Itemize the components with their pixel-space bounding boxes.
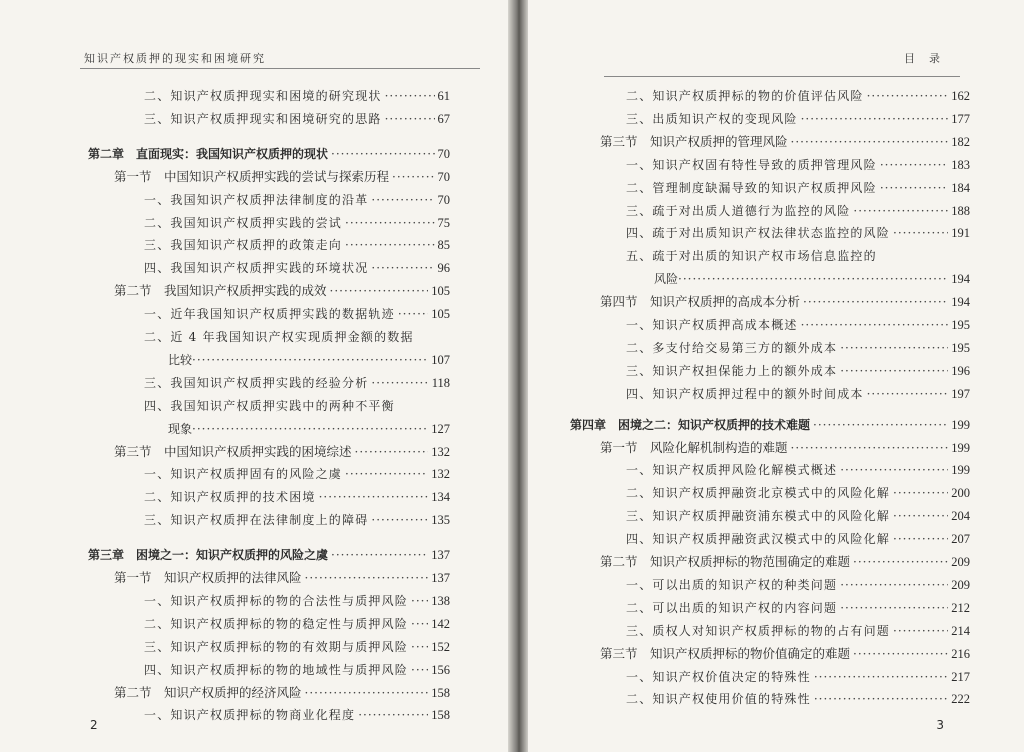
toc-entry-page: 214: [951, 623, 970, 638]
toc-entry-page: 217: [951, 669, 970, 684]
toc-entry-page: 183: [951, 157, 970, 172]
toc-entry-page: 209: [951, 555, 970, 569]
dot-leader: [371, 192, 434, 208]
toc-entry-page: 188: [951, 203, 970, 218]
toc-entry-page: 191: [951, 226, 970, 241]
toc-chapter-entry: [88, 547, 450, 563]
toc-item-entry: [626, 88, 970, 104]
toc-entry-title: 第四节 知识产权质押的高成本分析: [600, 294, 801, 310]
toc-entry-page: 197: [951, 386, 970, 401]
toc-entry-title: 第三节 知识产权质押标的物价值确定的难题: [600, 645, 851, 661]
toc-entry-page: 195: [951, 318, 970, 332]
dot-leader: [330, 283, 429, 299]
toc-entry-page: 70: [437, 169, 450, 184]
toc-entry-title: 三、知识产权担保能力上的额外成本: [626, 363, 838, 378]
toc-entry-title: 二、知识产权质押现实和困境的研究现状: [144, 89, 382, 103]
toc-entry-title: 二、知识产权质押融资北京模式中的风险化解: [626, 486, 891, 501]
toc-entry-title: 一、可以出质的知识产权的种类问题: [626, 577, 838, 592]
toc-item-entry: [144, 707, 450, 723]
header-rule: [604, 76, 960, 77]
running-head: 目录: [904, 52, 954, 65]
toc-section-entry: [600, 554, 970, 570]
toc-item-entry: [168, 421, 450, 437]
toc-section-entry: [114, 444, 450, 460]
toc-entry-title: 四、我国知识产权质押实践中的两种不平衡: [144, 398, 395, 413]
dot-leader: [305, 685, 429, 701]
toc-entry-title: 第三节 知识产权质押的管理风险: [600, 133, 788, 149]
toc-entry-page: 105: [431, 307, 450, 322]
toc-section-entry: [114, 570, 450, 586]
toc-entry-title: 三、知识产权质押融资浦东模式中的风险化解: [626, 509, 891, 524]
toc-entry-title: 三、我国知识产权质押的政策走向: [144, 238, 343, 253]
toc-entry-title: 一、知识产权质押风险化解模式概述: [626, 463, 838, 478]
toc-item-entry: [144, 593, 450, 609]
toc-item-entry: [144, 111, 450, 127]
dot-leader: [803, 294, 948, 310]
dot-leader: [893, 531, 948, 547]
dot-leader: [853, 554, 948, 570]
toc-entry-title: 三、知识产权质押标的物的有效期与质押风险: [144, 639, 409, 654]
toc-item-entry: [626, 111, 970, 127]
toc-entry-page: 137: [431, 571, 450, 585]
book-gutter: [508, 0, 528, 752]
toc-entry-title: 第三章 困境之一：知识产权质押的风险之虞: [88, 548, 329, 563]
toc-entry-page: 212: [951, 600, 970, 615]
dot-leader: [398, 306, 428, 322]
dot-leader: [791, 134, 949, 150]
toc-item-entry: [626, 180, 970, 196]
toc-entry-title: 三、出质知识产权的变现风险: [626, 111, 798, 126]
toc-entry-page: 196: [951, 363, 970, 378]
toc-item-entry: [626, 485, 970, 501]
dot-leader: [893, 623, 948, 639]
toc-entry-title: 现象: [168, 421, 193, 436]
toc-entry-title: 四、疏于对出质知识产权法律状态监控的风险: [626, 226, 891, 241]
toc-item-entry: [144, 466, 450, 482]
dot-leader: [371, 512, 428, 528]
toc-entry-title: 比较: [168, 352, 193, 367]
toc-item-entry: [144, 662, 450, 678]
toc-item-entry: [626, 225, 970, 241]
toc-entry-title: 二、管理制度缺漏导致的知识产权质押风险: [626, 180, 877, 195]
toc-entry-title: 二、可以出质的知识产权的内容问题: [626, 600, 838, 615]
toc-section-entry: [114, 169, 450, 185]
toc-entry-page: 152: [431, 639, 450, 654]
toc-item-entry: [168, 352, 450, 368]
dot-leader: [331, 547, 428, 563]
toc-section-entry: [600, 646, 970, 662]
toc-entry-title: 四、知识产权质押标的物的地域性与质押风险: [144, 662, 409, 677]
toc-entry-title: 一、知识产权固有特性导致的质押管理风险: [626, 157, 877, 172]
toc-entry-title: 第一节 中国知识产权质押实践的尝试与探索历程: [114, 168, 390, 184]
toc-item-entry: [626, 531, 970, 547]
toc-section-entry: [600, 294, 970, 310]
toc-entry-title: 一、知识产权价值决定的特殊性: [626, 669, 811, 684]
dot-leader: [791, 440, 949, 456]
dot-leader: [392, 169, 434, 185]
toc-entry-title: 二、知识产权质押的技术困境: [144, 490, 316, 505]
toc-entry-title: 三、疏于对出质人道德行为监控的风险: [626, 203, 851, 218]
dot-leader: [814, 691, 948, 707]
toc-entry-page: 134: [431, 490, 450, 505]
toc-entry-title: 二、近 4 年我国知识产权实现质押金额的数据: [144, 330, 414, 344]
dot-leader: [305, 570, 429, 586]
toc-entry-title: 第二节 我国知识产权质押实践的成效: [114, 283, 327, 299]
toc-item-entry: [626, 577, 970, 593]
toc-entry-page: 162: [951, 89, 970, 103]
toc-item-entry: [144, 260, 450, 276]
toc-item-entry: [626, 203, 970, 219]
toc-entry-title: 风险: [654, 272, 679, 287]
toc-item-entry: [626, 317, 970, 333]
toc-entry-title: 三、质权人对知识产权质押标的物的占有问题: [626, 623, 891, 638]
dot-leader: [192, 352, 428, 368]
toc-item-entry: [144, 306, 450, 322]
dot-leader: [801, 111, 949, 127]
dot-leader: [358, 707, 428, 723]
toc-entry-title: 一、近年我国知识产权质押实践的数据轨迹: [144, 307, 395, 322]
dot-leader: [385, 111, 435, 127]
toc-entry-page: 222: [951, 692, 970, 707]
toc-entry-title: 四、知识产权质押过程中的额外时间成本: [626, 386, 864, 401]
toc-entry-title: 一、知识产权质押标的物商业化程度: [144, 708, 356, 723]
toc-section-entry: [600, 134, 970, 150]
dot-leader: [192, 421, 428, 437]
dot-leader: [893, 508, 948, 524]
toc-entry-title: 三、我国知识产权质押实践的经验分析: [144, 375, 369, 390]
toc-entry-title: 二、多支付给交易第三方的额外成本: [626, 340, 838, 355]
toc-entry-page: 107: [431, 352, 450, 367]
dot-leader: [371, 260, 434, 276]
toc-chapter-entry: [570, 417, 970, 433]
toc-entry-title: 四、知识产权质押融资武汉模式中的风险化解: [626, 532, 891, 547]
toc-entry-page: 67: [437, 111, 450, 126]
dot-leader: [801, 317, 949, 333]
toc-item-entry: [626, 386, 970, 402]
toc-entry-page: 199: [951, 417, 970, 432]
toc-entry-title: 二、我国知识产权质押实践的尝试: [144, 215, 343, 230]
toc-item-entry: [626, 363, 970, 379]
toc-entry-page: 138: [431, 593, 450, 608]
toc-entry-title: 二、知识产权质押标的物的价值评估风险: [626, 89, 864, 103]
dot-leader: [840, 600, 948, 616]
right-page: [520, 0, 1024, 752]
toc-chapter-entry: [88, 146, 450, 162]
toc-entry-page: 61: [437, 89, 450, 103]
dot-leader: [814, 669, 948, 685]
toc-entry-page: 70: [437, 192, 450, 207]
toc-entry-page: 137: [431, 548, 450, 563]
toc-entry-page: 127: [431, 421, 450, 436]
dot-leader: [411, 593, 428, 609]
toc-entry-page: 207: [951, 532, 970, 547]
toc-entry-page: 158: [431, 685, 450, 700]
toc-entry-page: 195: [951, 340, 970, 355]
dot-leader: [867, 88, 949, 104]
toc-section-entry: [114, 685, 450, 701]
toc-item-entry: [144, 237, 450, 253]
dot-leader: [840, 340, 948, 356]
toc-item-entry: [144, 88, 450, 104]
toc-entry-page: 216: [951, 646, 970, 661]
toc-item-entry: [144, 616, 450, 632]
toc-entry-page: 194: [951, 295, 970, 310]
toc-entry-title: 四、我国知识产权质押实践的环境状况: [144, 261, 369, 276]
toc-entry-title: 一、知识产权质押高成本概述: [626, 318, 798, 332]
toc-item-entry: [626, 691, 970, 707]
dot-leader: [345, 466, 428, 482]
toc-item-entry: [144, 375, 450, 391]
toc-entry-page: 132: [431, 444, 450, 459]
toc-item-entry: [626, 623, 970, 639]
dot-leader: [840, 462, 948, 478]
toc-item-entry: [144, 512, 450, 528]
toc-item-entry: [626, 462, 970, 478]
toc-entry-page: 142: [431, 616, 450, 631]
toc-entry-page: 209: [951, 577, 970, 592]
toc-entry-title: 第三节 中国知识产权质押实践的困境综述: [114, 443, 352, 459]
toc-entry-page: 156: [431, 662, 450, 677]
dot-leader: [853, 646, 948, 662]
dot-leader: [853, 203, 948, 219]
toc-entry-page: 85: [437, 238, 450, 253]
toc-entry-title: 第一节 风险化解机制构造的难题: [600, 439, 788, 455]
dot-leader: [355, 444, 429, 460]
dot-leader: [880, 180, 948, 196]
toc-entry-page: 204: [951, 509, 970, 524]
dot-leader: [331, 146, 434, 162]
dot-leader: [411, 616, 428, 632]
dot-leader: [411, 662, 428, 678]
dot-leader: [867, 386, 949, 402]
toc-entry-page: 177: [951, 111, 970, 126]
header-rule: [80, 68, 480, 69]
toc-entry-title: 三、知识产权质押现实和困境研究的思路: [144, 111, 382, 126]
toc-entry-page: 70: [437, 146, 450, 161]
toc-item-entry: [144, 329, 450, 345]
dot-leader: [385, 88, 435, 104]
toc-entry-page: 132: [431, 467, 450, 482]
toc-entry-page: 182: [951, 134, 970, 149]
toc-entry-page: 200: [951, 486, 970, 501]
toc-entry-page: 184: [951, 180, 970, 195]
toc-entry-page: 158: [431, 708, 450, 723]
toc-entry-page: 75: [437, 215, 450, 230]
toc-item-entry: [144, 639, 450, 655]
toc-entry-title: 一、知识产权质押标的物的合法性与质押风险: [144, 593, 409, 608]
toc-entry-page: 199: [951, 463, 970, 478]
toc-item-entry: [626, 340, 970, 356]
toc-entry-title: 一、知识产权质押固有的风险之虞: [144, 467, 343, 482]
toc-entry-title: 二、知识产权使用价值的特殊性: [626, 692, 811, 707]
page-number: 3: [936, 718, 944, 732]
toc-item-entry: [144, 489, 450, 505]
toc-entry-title: 第二节 知识产权质押的经济风险: [114, 684, 302, 700]
toc-entry-title: 二、知识产权质押标的物的稳定性与质押风险: [144, 616, 409, 631]
dot-leader: [678, 271, 948, 287]
dot-leader: [840, 363, 948, 379]
dot-leader: [345, 215, 434, 231]
toc-item-entry: [144, 215, 450, 231]
toc-item-entry: [626, 600, 970, 616]
toc-item-entry: [144, 398, 450, 414]
toc-entry-page: 194: [951, 272, 970, 287]
toc-item-entry: [626, 508, 970, 524]
toc-item-entry: [626, 157, 970, 173]
dot-leader: [840, 577, 948, 593]
toc-entry-title: 第二章 直面现实：我国知识产权质押的现状: [88, 146, 329, 161]
toc-entry-page: 135: [431, 513, 450, 528]
toc-entry-page: 96: [437, 261, 450, 276]
toc-entry-title: 五、疏于对出质的知识产权市场信息监控的: [626, 249, 877, 264]
toc-entry-title: 三、知识产权质押在法律制度上的障碍: [144, 513, 369, 528]
toc-entry-title: 第四章 困境之二：知识产权质押的技术难题: [570, 417, 811, 432]
dot-leader: [893, 485, 948, 501]
toc-entry-page: 199: [951, 440, 970, 455]
dot-leader: [893, 225, 948, 241]
toc-entry-title: 第二节 知识产权质押标的物范围确定的难题: [600, 554, 851, 569]
toc-entry-title: 第一节 知识产权质押的法律风险: [114, 570, 302, 585]
toc-entry-title: 一、我国知识产权质押法律制度的沿革: [144, 192, 369, 207]
toc-section-entry: [114, 283, 450, 299]
toc-entry-page: 118: [431, 375, 450, 390]
toc-section-entry: [600, 440, 970, 456]
toc-item-entry: [654, 271, 970, 287]
dot-leader: [345, 237, 434, 253]
dot-leader: [319, 489, 429, 505]
toc-item-entry: [144, 192, 450, 208]
dot-leader: [880, 157, 948, 173]
toc-item-entry: [626, 669, 970, 685]
page-number: 2: [90, 718, 98, 732]
toc-entry-page: 105: [431, 284, 450, 299]
dot-leader: [371, 375, 428, 391]
running-head: 知识产权质押的现实和困境研究: [84, 52, 266, 65]
dot-leader: [411, 639, 428, 655]
toc-item-entry: [626, 248, 970, 264]
dot-leader: [813, 417, 948, 433]
